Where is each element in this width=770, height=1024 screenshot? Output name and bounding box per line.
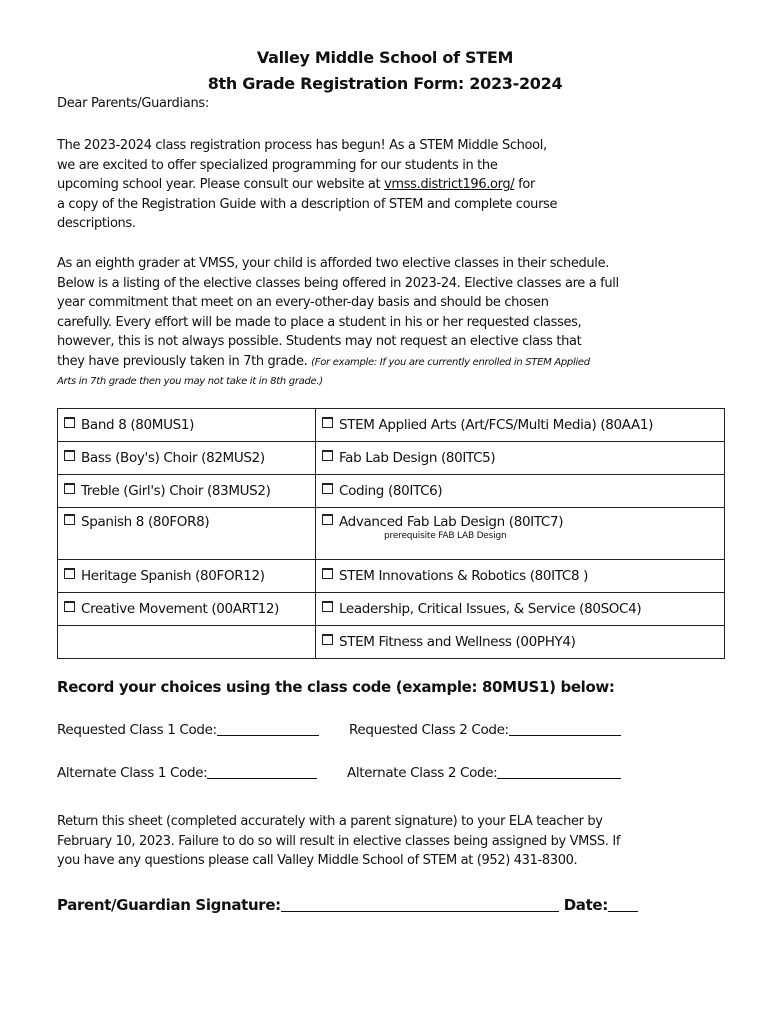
field-label: Requested Class 1 Code: <box>57 722 217 738</box>
checkbox-icon[interactable] <box>322 568 333 579</box>
elective-classes-table <box>57 408 725 659</box>
checkbox-icon[interactable] <box>322 601 333 612</box>
example-note: (For example: If you are currently enrolled in STEM Applied <box>311 356 590 368</box>
signature-blank[interactable] <box>281 911 559 912</box>
class-label: Creative Movement (00ART12) <box>81 601 280 617</box>
example-note-continued: Arts in 7th grade then you may not take it in 8th grade.) <box>57 376 323 387</box>
class-label: Bass (Boy's) Choir (82MUS2) <box>81 450 265 466</box>
checkbox-icon[interactable] <box>64 601 75 612</box>
school-title: Valley Middle School of STEM <box>256 48 514 67</box>
requested-class-2-blank[interactable] <box>509 735 621 736</box>
requested-class-1-field[interactable] <box>57 722 319 738</box>
intro-line: descriptions. <box>57 216 136 231</box>
class-option[interactable] <box>58 442 316 475</box>
class-option[interactable] <box>316 475 725 508</box>
greeting: Dear Parents/Guardians: <box>57 96 209 111</box>
table-row <box>58 560 725 593</box>
field-label: Requested Class 2 Code: <box>349 722 509 738</box>
elective-line: carefully. Every effort will be made to place a student in his or her requested classes, <box>57 314 582 330</box>
table-row <box>58 475 725 508</box>
class-label: Coding (80ITC6) <box>339 483 443 499</box>
elective-line <box>57 352 722 373</box>
checkbox-icon[interactable] <box>322 417 333 428</box>
class-option[interactable] <box>316 626 725 659</box>
record-choices-heading: Record your choices using the class code (example: 80MUS1) below: <box>57 678 615 696</box>
empty-cell <box>58 626 316 659</box>
checkbox-icon[interactable] <box>322 450 333 461</box>
return-instructions <box>57 812 722 871</box>
class-label: STEM Fitness and Wellness (00PHY4) <box>339 634 576 650</box>
checkbox-icon[interactable] <box>64 417 75 428</box>
class-option[interactable] <box>316 409 725 442</box>
class-label: STEM Applied Arts (Art/FCS/Multi Media) (80AA1) <box>339 417 654 433</box>
elective-line: As an eighth grader at VMSS, your child is afforded two elective classes in their schedule. <box>57 256 609 271</box>
class-option[interactable] <box>58 593 316 626</box>
intro-text: upcoming school year. Please consult our website at <box>57 177 385 192</box>
checkbox-icon[interactable] <box>322 483 333 494</box>
signature-label: Parent/Guardian Signature: <box>57 896 281 914</box>
website-link[interactable]: vmss.district196.org/ <box>384 177 515 192</box>
return-line: February 10, 2023. Failure to do so will result in elective classes being assigned by VMSS. If <box>57 833 621 849</box>
class-option[interactable] <box>58 508 316 560</box>
checkbox-icon[interactable] <box>64 568 75 579</box>
signature-row <box>57 896 638 914</box>
class-option[interactable] <box>316 593 725 626</box>
requested-class-2-field[interactable] <box>349 722 621 738</box>
checkbox-icon[interactable] <box>64 514 75 525</box>
prerequisite-note: prerequisite FAB LAB Design <box>384 531 507 541</box>
class-option[interactable] <box>316 442 725 475</box>
class-label: STEM Innovations & Robotics (80ITC8 ) <box>339 568 589 584</box>
class-label: Leadership, Critical Issues, & Service (80SOC4) <box>339 601 642 617</box>
checkbox-icon[interactable] <box>322 514 333 525</box>
intro-line: The 2023-2024 class registration process has begun! As a STEM Middle School, <box>57 138 547 153</box>
class-label: Band 8 (80MUS1) <box>81 417 194 433</box>
class-label: Spanish 8 (80FOR8) <box>81 514 210 530</box>
checkbox-icon[interactable] <box>64 450 75 461</box>
date-label: Date: <box>563 896 608 914</box>
field-label: Alternate Class 2 Code: <box>347 765 498 781</box>
class-option[interactable] <box>58 560 316 593</box>
class-label: Advanced Fab Lab Design (80ITC7) <box>339 514 564 530</box>
return-line: Return this sheet (completed accurately with a parent signature) to your ELA teacher by <box>57 814 603 829</box>
table-row <box>58 593 725 626</box>
alternate-class-1-field[interactable] <box>57 765 317 781</box>
intro-line: a copy of the Registration Guide with a description of STEM and complete course <box>57 196 558 212</box>
field-label: Alternate Class 1 Code: <box>57 765 208 781</box>
elective-text: they have previously taken in 7th grade. <box>57 353 312 369</box>
return-line: you have any questions please call Valley Middle School of STEM at (952) 431-8300. <box>57 853 578 868</box>
alternate-class-2-blank[interactable] <box>497 778 621 779</box>
class-label: Heritage Spanish (80FOR12) <box>81 568 265 584</box>
elective-line: Below is a listing of the elective classes being offered in 2023-24. Elective classes are a full <box>57 275 619 291</box>
class-option[interactable] <box>316 508 725 560</box>
table-row <box>58 626 725 659</box>
date-blank[interactable] <box>608 911 638 912</box>
class-option[interactable] <box>316 560 725 593</box>
checkbox-icon[interactable] <box>64 483 75 494</box>
class-label: Treble (Girl's) Choir (83MUS2) <box>81 483 271 499</box>
table-row <box>58 508 725 560</box>
alternate-class-1-blank[interactable] <box>207 778 317 779</box>
table-row <box>58 409 725 442</box>
class-label: Fab Lab Design (80ITC5) <box>339 450 496 466</box>
table-row <box>58 442 725 475</box>
intro-line: we are excited to offer specialized programming for our students in the <box>57 157 498 173</box>
elective-info-paragraph <box>57 254 722 392</box>
class-option[interactable] <box>58 475 316 508</box>
elective-line: however, this is not always possible. Students may not request an elective class that <box>57 334 582 349</box>
alternate-class-2-field[interactable] <box>347 765 621 781</box>
intro-paragraph <box>57 136 722 234</box>
requested-class-1-blank[interactable] <box>217 735 319 736</box>
class-option[interactable] <box>58 409 316 442</box>
form-title: 8th Grade Registration Form: 2023-2024 <box>207 74 563 93</box>
elective-line: year commitment that meet on an every-other-day basis and should be chosen <box>57 295 549 310</box>
intro-line <box>57 175 722 195</box>
checkbox-icon[interactable] <box>322 634 333 645</box>
intro-text: for <box>514 177 535 192</box>
